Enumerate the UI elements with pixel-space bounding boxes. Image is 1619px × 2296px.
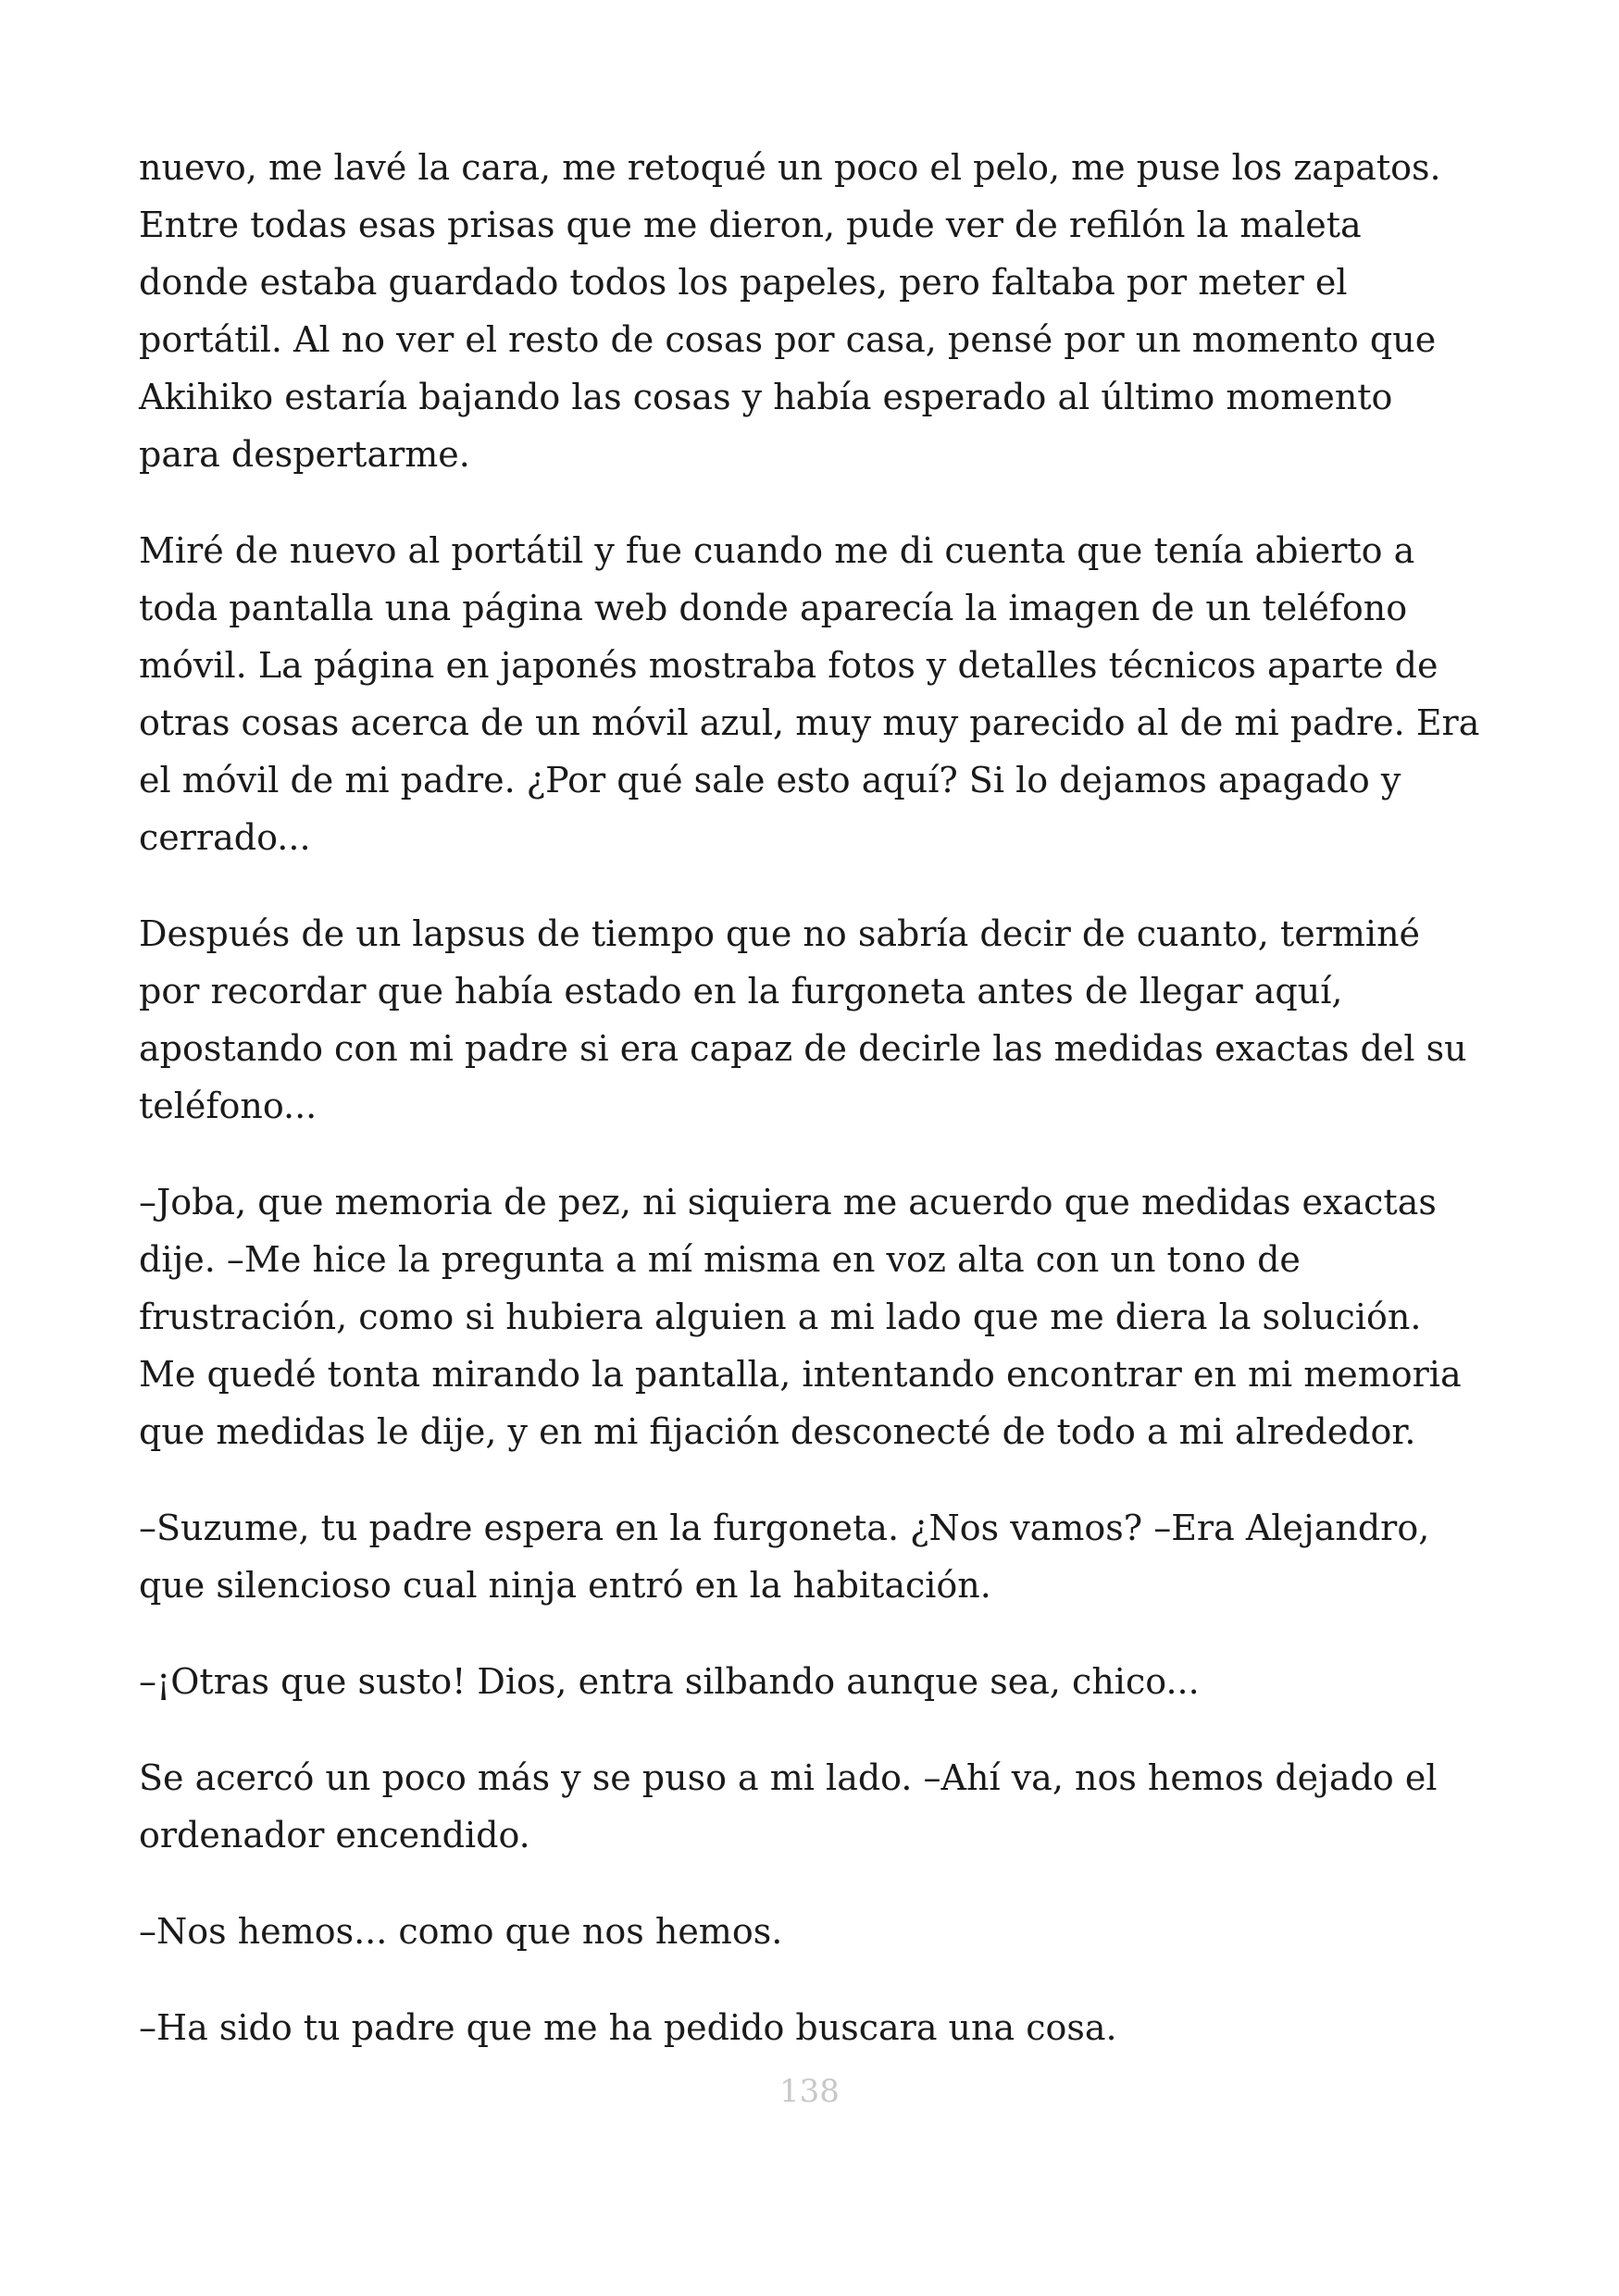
paragraph: –¡Otras que susto! Dios, entra silbando aunque sea, chico... <box>139 1661 1200 1702</box>
paragraph: –Joba, que memoria de pez, ni siquiera me acuerdo que medidas exactas dije. –Me hice la pregunta a mí misma en voz alta con un tono de frustración, como si hubiera alguien a mi lado que me diera la solución. Me quedé tonta mirando la pantalla, intentando encontrar en mi memoria que medidas le dije, y en mi fijación desconecté de todo a mi alrededor. <box>139 1182 1462 1452</box>
paragraph: –Suzume, tu padre espera en la furgoneta. ¿Nos vamos? –Era Alejandro, que silencioso cual ninja entró en la habitación. <box>139 1508 1430 1606</box>
paragraph: Miré de nuevo al portátil y fue cuando me di cuenta que tenía abierto a toda pantalla una página web donde aparecía la imagen de un teléfono móvil. La página en japonés mostraba fotos y detalles técnicos aparte de otras cosas acerca de un móvil azul, muy muy parecido al de mi padre. Era el móvil de mi padre. ¿Por qué sale esto aquí? Si lo dejamos apagado y cerrado... <box>139 530 1480 858</box>
paragraph: Se acercó un poco más y se puso a mi lado. –Ahí va, nos hemos dejado el ordenador encendido. <box>139 1757 1438 1855</box>
paragraph: –Nos hemos... como que nos hemos. <box>139 1911 783 1952</box>
paragraph: –Ha sido tu padre que me ha pedido buscara una cosa. <box>139 2007 1117 2048</box>
paragraph: Después de un lapsus de tiempo que no sabría decir de cuanto, terminé por recordar que había estado en la furgoneta antes de llegar aquí, apostando con mi padre si era capaz de decirle las medidas exactas del su teléfono... <box>139 913 1467 1126</box>
paragraph: nuevo, me lavé la cara, me retoqué un poco el pelo, me puse los zapatos. Entre todas esas prisas que me dieron, pude ver de refilón la maleta donde estaba guardado todos los papeles, pero faltaba por meter el portátil. Al no ver el resto de cosas por casa, pensé por un momento que Akihiko estaría bajando las cosas y había esperado al último momento para despertarme. <box>139 147 1441 475</box>
page-body-text <box>139 139 1500 2095</box>
page-number: 138 <box>779 2073 840 2110</box>
